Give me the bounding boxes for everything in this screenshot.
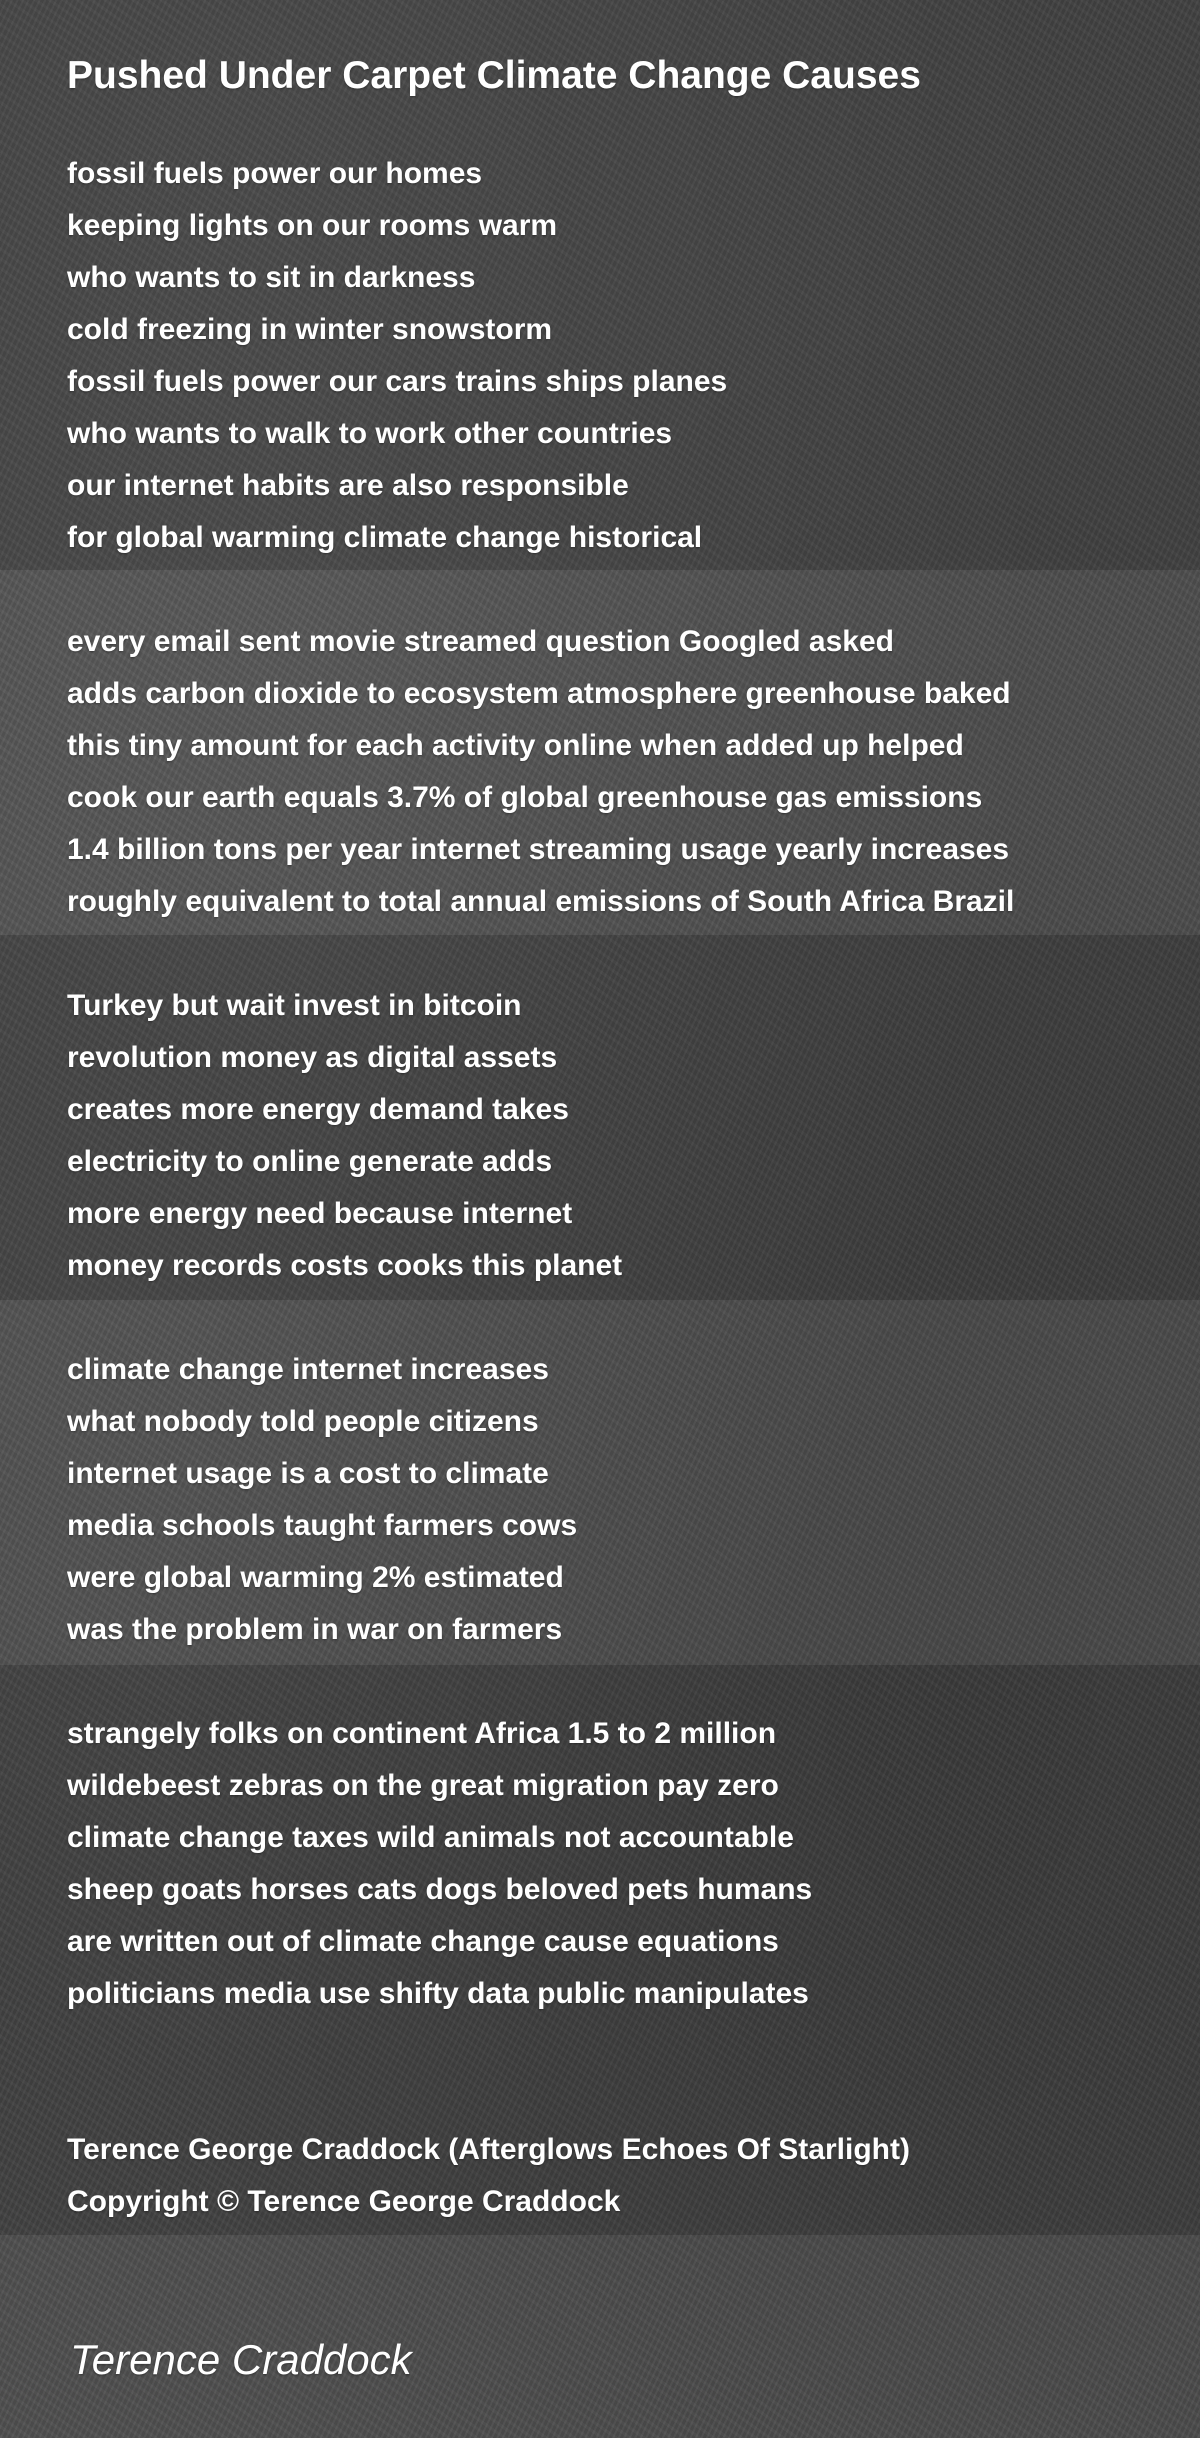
- author-signature: Terence Craddock: [70, 2336, 412, 2383]
- poem-line: this tiny amount for each activity online when added up helped: [67, 729, 964, 762]
- poem-line: sheep goats horses cats dogs beloved pets humans: [67, 1873, 813, 1906]
- poem-line: our internet habits are also responsible: [67, 469, 629, 502]
- poem-line: creates more energy demand takes: [67, 1093, 569, 1126]
- poem-line: adds carbon dioxide to ecosystem atmosphere greenhouse baked: [67, 677, 1011, 710]
- stanza-3: [67, 980, 622, 1292]
- poem-line: Turkey but wait invest in bitcoin: [67, 989, 522, 1022]
- poem-line: media schools taught farmers cows: [67, 1509, 578, 1542]
- stanza-1: [67, 148, 727, 564]
- poem-line: were global warming 2% estimated: [67, 1561, 564, 1594]
- poem-line: strangely folks on continent Africa 1.5 to 2 million: [67, 1717, 777, 1750]
- poem-line: fossil fuels power our homes: [67, 157, 483, 190]
- poem-line: cold freezing in winter snowstorm: [67, 313, 553, 346]
- stanza-2: [67, 616, 1014, 928]
- poem-line: roughly equivalent to total annual emissions of South Africa Brazil: [67, 885, 1015, 918]
- poem-line: money records costs cooks this planet: [67, 1249, 623, 1282]
- poem-line: who wants to sit in darkness: [67, 261, 476, 294]
- poem-line: politicians media use shifty data public manipulates: [67, 1977, 809, 2010]
- poem-line: more energy need because internet: [67, 1197, 573, 1230]
- poem-line: climate change internet increases: [67, 1353, 549, 1386]
- stanza-4: [67, 1344, 577, 1656]
- poem-line: 1.4 billion tons per year internet streaming usage yearly increases: [67, 833, 1010, 866]
- poem-line: are written out of climate change cause equations: [67, 1925, 779, 1958]
- poem-line: what nobody told people citizens: [67, 1405, 539, 1438]
- poem-line: revolution money as digital assets: [67, 1041, 558, 1074]
- poem-line: wildebeest zebras on the great migration pay zero: [67, 1769, 779, 1802]
- poem-line: electricity to online generate adds: [67, 1145, 553, 1178]
- poem-title: Pushed Under Carpet Climate Change Causes: [67, 54, 921, 97]
- author-line: Terence George Craddock (Afterglows Echoes Of Starlight): [67, 2133, 910, 2166]
- poem-line: every email sent movie streamed question Googled asked: [67, 625, 894, 658]
- poem-line: cook our earth equals 3.7% of global greenhouse gas emissions: [67, 781, 983, 814]
- poem-line: internet usage is a cost to climate: [67, 1457, 549, 1490]
- poem-line: climate change taxes wild animals not accountable: [67, 1821, 794, 1854]
- stanza-5: [67, 1708, 812, 2020]
- poem-line: keeping lights on our rooms warm: [67, 209, 558, 242]
- poem-line: who wants to walk to work other countries: [67, 417, 673, 450]
- copyright-line: Copyright © Terence George Craddock: [67, 2185, 621, 2218]
- poem-line: for global warming climate change historical: [67, 521, 703, 554]
- poem-line: fossil fuels power our cars trains ships planes: [67, 365, 728, 398]
- poem-line: was the problem in war on farmers: [67, 1613, 563, 1646]
- author-credit: [67, 2124, 910, 2228]
